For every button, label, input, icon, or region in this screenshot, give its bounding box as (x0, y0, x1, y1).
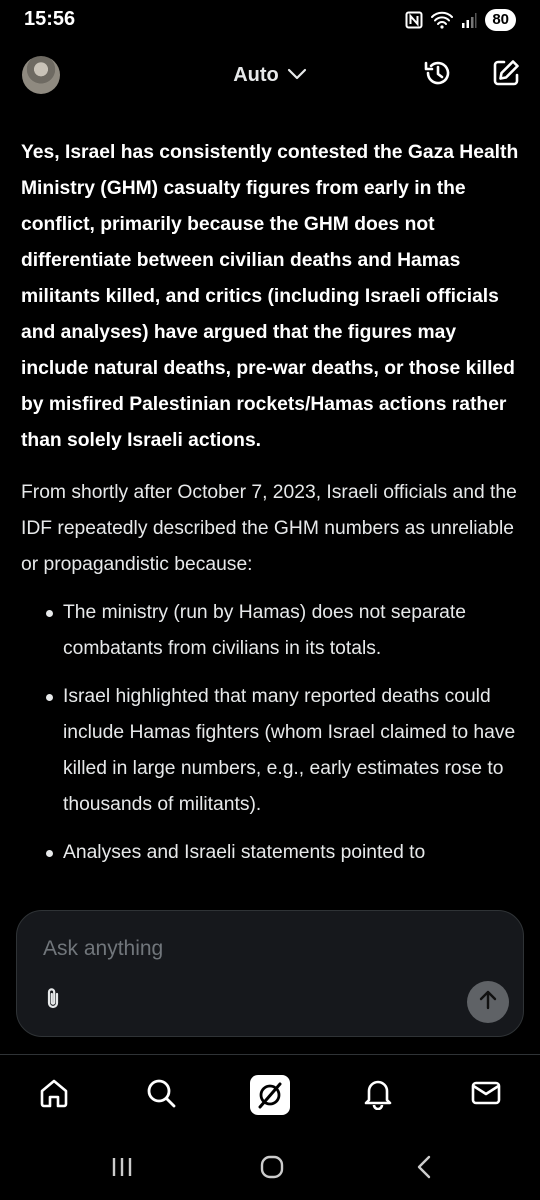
back-button[interactable] (404, 1154, 444, 1184)
recents-button[interactable] (102, 1154, 142, 1184)
history-icon (422, 57, 454, 94)
status-bar (0, 0, 540, 40)
send-button[interactable] (467, 981, 509, 1023)
system-nav (0, 1136, 540, 1200)
history-button[interactable] (421, 58, 455, 92)
recents-icon (110, 1155, 134, 1184)
nav-grok[interactable] (248, 1073, 292, 1117)
new-chat-button[interactable] (489, 58, 523, 92)
response-content (21, 135, 521, 883)
ask-input[interactable] (43, 937, 443, 961)
status-icons (405, 9, 516, 31)
paperclip-icon (42, 986, 64, 1017)
nav-home[interactable] (32, 1073, 76, 1117)
model-selector[interactable] (215, 64, 325, 87)
battery-indicator: 80 (485, 9, 516, 31)
bottom-nav (0, 1054, 540, 1136)
edit-icon (491, 58, 521, 93)
system-home-button[interactable] (252, 1154, 292, 1184)
attach-button[interactable] (39, 987, 67, 1015)
avatar[interactable] (22, 56, 60, 94)
back-icon (414, 1154, 434, 1185)
nfc-icon (405, 11, 423, 29)
grok-icon (250, 1075, 290, 1115)
model-label: Auto (233, 64, 279, 86)
bullet-item: The ministry (run by Hamas) does not separate combatants from civilians in its totals. (21, 595, 521, 667)
search-icon (145, 1077, 177, 1114)
chevron-down-icon (287, 64, 307, 87)
nav-messages[interactable] (464, 1073, 508, 1117)
bullet-item: Israel highlighted that many reported deaths could include Hamas fighters (whom Israel claimed to have killed in large numbers, e.g., early estimates rose to thousands of militants). (21, 679, 521, 823)
response-bold-paragraph: Yes, Israel has consistently contested the Gaza Health Ministry (GHM) casualty figures from early in the conflict, primarily because the GHM does not differentiate between civilian deaths and Hamas militants killed, and critics (including Israeli officials and analyses) have argued that the figures may include natural deaths, pre-war deaths, or those killed by misfired Palestinian rockets/Hamas actions rather than solely Israeli actions. (21, 142, 519, 451)
wifi-icon (431, 11, 453, 29)
bullet-item: Analyses and Israeli statements pointed to (21, 835, 521, 871)
signal-icon (461, 11, 477, 29)
response-bullet-list (21, 595, 521, 871)
home-circle-icon (259, 1154, 285, 1185)
mail-icon (470, 1079, 502, 1112)
composer (16, 910, 524, 1037)
home-icon (37, 1076, 71, 1115)
app-header (0, 50, 540, 104)
arrow-up-icon (477, 989, 499, 1016)
response-paragraph: From shortly after October 7, 2023, Israeli officials and the IDF repeatedly described the GHM numbers as unreliable or propagandistic because: (21, 482, 517, 575)
status-time: 15:56 (24, 7, 76, 30)
nav-notifications[interactable] (356, 1073, 400, 1117)
nav-search[interactable] (139, 1073, 183, 1117)
bell-icon (362, 1076, 394, 1115)
